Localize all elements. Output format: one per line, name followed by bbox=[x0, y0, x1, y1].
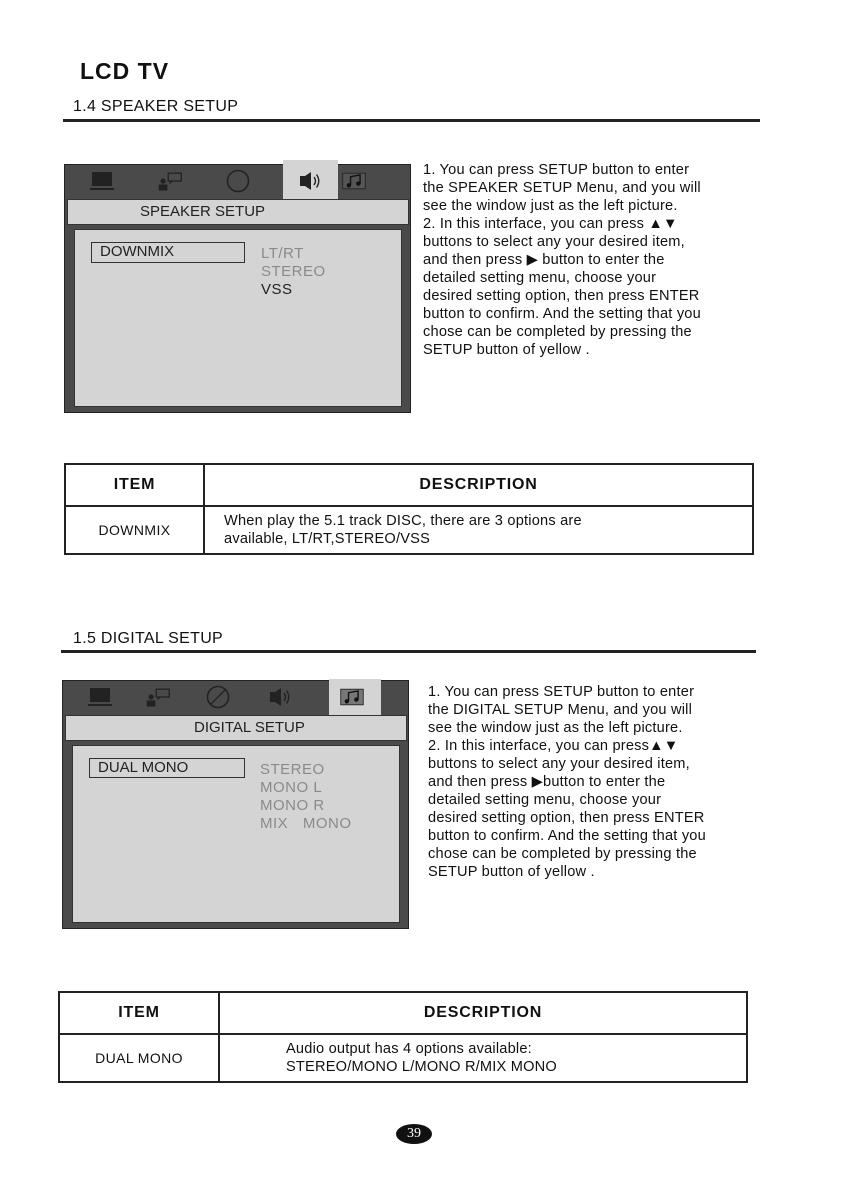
document-header-title: LCD TV bbox=[80, 58, 170, 84]
option-stereo[interactable]: STEREO bbox=[261, 263, 326, 280]
speaker-icon[interactable] bbox=[267, 685, 293, 709]
instruction-line: and then press ▶button to enter the bbox=[428, 774, 666, 790]
instruction-line: chose can be completed by pressing the bbox=[423, 324, 692, 340]
speaker-instructions bbox=[423, 161, 763, 359]
digital-setup-screen bbox=[62, 680, 409, 929]
description-line: Audio output has 4 options available: bbox=[286, 1041, 532, 1057]
instruction-line: the DIGITAL SETUP Menu, and you will bbox=[428, 702, 693, 718]
instruction-line: detailed setting menu, choose your bbox=[423, 270, 657, 286]
instruction-line: buttons to select any your desired item, bbox=[428, 756, 690, 772]
table-cell-item: DUAL MONO bbox=[59, 1034, 219, 1082]
table-header-item: ITEM bbox=[59, 992, 219, 1034]
circle-icon[interactable] bbox=[225, 169, 251, 193]
description-line: STEREO/MONO L/MONO R/MIX MONO bbox=[286, 1059, 557, 1075]
instruction-line: 1. You can press SETUP button to enter bbox=[423, 162, 690, 178]
instruction-line: detailed setting menu, choose your bbox=[428, 792, 662, 808]
instruction-line: SETUP button of yellow . bbox=[428, 864, 595, 880]
instruction-line: SETUP button of yellow . bbox=[423, 342, 590, 358]
option-mono-l[interactable]: MONO L bbox=[260, 779, 323, 796]
menu-item-dual-mono[interactable]: DUAL MONO bbox=[89, 758, 245, 778]
monitor-icon[interactable] bbox=[87, 685, 113, 709]
table-header-item: ITEM bbox=[65, 464, 204, 506]
speaker-icon[interactable] bbox=[297, 169, 323, 193]
instruction-line: chose can be completed by pressing the bbox=[428, 846, 697, 862]
table-header-description: DESCRIPTION bbox=[204, 464, 753, 506]
digital-menu-title: DIGITAL SETUP bbox=[194, 719, 305, 736]
person-speech-icon[interactable] bbox=[157, 169, 183, 193]
table-cell-description bbox=[204, 506, 753, 554]
instruction-line: and then press ▶ button to enter the bbox=[423, 252, 665, 268]
speaker-menu-title-bar bbox=[67, 199, 409, 225]
option-mono-r[interactable]: MONO R bbox=[260, 797, 325, 814]
table-header-description: DESCRIPTION bbox=[219, 992, 747, 1034]
instruction-line: desired setting option, then press ENTER bbox=[423, 288, 700, 304]
instruction-line: see the window just as the left picture. bbox=[428, 720, 683, 736]
music-icon[interactable] bbox=[341, 169, 367, 193]
table-cell-item: DOWNMIX bbox=[65, 506, 204, 554]
option-lt-rt[interactable]: LT/RT bbox=[261, 245, 304, 262]
instruction-line: 1. You can press SETUP button to enter bbox=[428, 684, 695, 700]
page-number-badge: 39 bbox=[396, 1124, 432, 1144]
description-line: When play the 5.1 track DISC, there are 3 options are bbox=[224, 513, 582, 529]
option-stereo[interactable]: STEREO bbox=[260, 761, 325, 778]
speaker-menu-title: SPEAKER SETUP bbox=[140, 203, 266, 220]
music-icon[interactable] bbox=[339, 685, 365, 709]
option-mix-label: MIX bbox=[260, 815, 289, 832]
speaker-description-table bbox=[64, 463, 754, 555]
digital-description-table bbox=[58, 991, 748, 1083]
digital-menu-title-bar bbox=[65, 715, 407, 741]
monitor-icon[interactable] bbox=[89, 169, 115, 193]
instruction-line: button to confirm. And the setting that you bbox=[428, 828, 706, 844]
digital-section-title: 1.5 DIGITAL SETUP bbox=[73, 630, 224, 647]
instruction-line: see the window just as the left picture. bbox=[423, 198, 678, 214]
instruction-line: 2. In this interface, you can press▲▼ bbox=[428, 738, 679, 754]
option-mix-suffix: MONO bbox=[302, 815, 352, 832]
person-speech-icon[interactable] bbox=[145, 685, 171, 709]
instruction-line: desired setting option, then press ENTER bbox=[428, 810, 705, 826]
instruction-line: the SPEAKER SETUP Menu, and you will bbox=[423, 180, 701, 196]
description-line: available, LT/RT,STEREO/VSS bbox=[224, 531, 431, 547]
option-mix-mono[interactable] bbox=[260, 815, 352, 833]
instruction-line: 2. In this interface, you can press ▲▼ bbox=[423, 216, 678, 232]
digital-instructions bbox=[428, 683, 768, 881]
speaker-menu-body bbox=[74, 229, 402, 407]
speaker-section-title: 1.4 SPEAKER SETUP bbox=[73, 98, 239, 115]
speaker-setup-screen bbox=[64, 164, 411, 413]
digital-menu-body bbox=[72, 745, 400, 923]
menu-item-downmix[interactable]: DOWNMIX bbox=[91, 242, 245, 263]
table-cell-description bbox=[219, 1034, 747, 1082]
instruction-line: button to confirm. And the setting that you bbox=[423, 306, 701, 322]
option-vss[interactable]: VSS bbox=[261, 281, 293, 298]
speaker-section-rule bbox=[63, 119, 760, 122]
circle-icon[interactable] bbox=[205, 685, 231, 709]
instruction-line: buttons to select any your desired item, bbox=[423, 234, 685, 250]
digital-section-rule bbox=[61, 650, 756, 653]
